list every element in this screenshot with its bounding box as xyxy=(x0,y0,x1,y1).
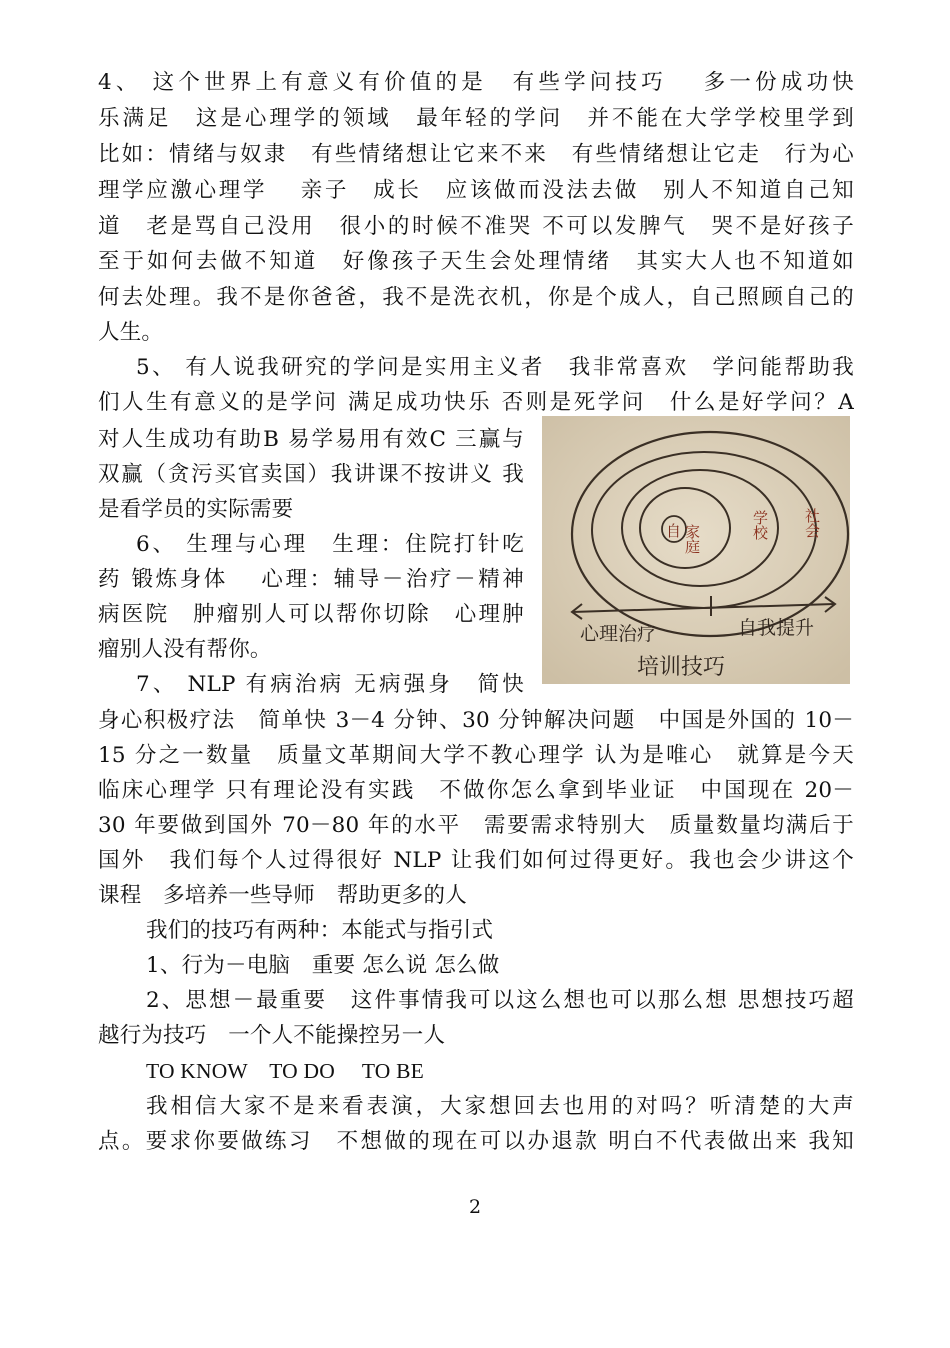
text-line: 人生。 xyxy=(98,320,164,345)
training-skills-label: 培训技巧 xyxy=(637,655,726,680)
self-improvement-label: 自我提升 xyxy=(738,617,815,639)
text-line: 们人生有意义的是学问 满足成功快乐 否则是死学问 什么是好学问？A xyxy=(98,390,854,415)
text-line: 我相信大家不是来看表演，大家想回去也用的对吗？听清楚的大声 xyxy=(146,1094,854,1119)
text-line: 1、行为－电脑 重要 怎么说 怎么做 xyxy=(146,953,500,978)
text-line: 越行为技巧 一个人不能操控另一人 xyxy=(98,1023,446,1048)
text-line: 至于如何去做不知道 好像孩子天生会处理情绪 其实大人也不知道如 xyxy=(98,249,854,274)
text-line: 身心积极疗法 简单快 3－4 分钟、30 分钟解决问题 中国是外国的 10－ xyxy=(98,708,854,733)
text-line: 5、 有人说我研究的学问是实用主义者 我非常喜欢 学问能帮助我 xyxy=(136,355,854,380)
text-line: 何去处理。我不是你爸爸，我不是洗衣机，你是个成人，自己照顾自己的 xyxy=(98,285,854,310)
concentric-circles-diagram xyxy=(542,416,850,684)
text-line: 课程 多培养一些导师 帮助更多的人 xyxy=(98,883,467,908)
text-line: 点。要求你要做练习 不想做的现在可以办退款 明白不代表做出来 我知 xyxy=(98,1129,854,1154)
text-line: TO KNOW TO DO TO BE xyxy=(146,1059,424,1083)
text-line: 临床心理学 只有理论没有实践 不做你怎么拿到毕业证 中国现在 20－ xyxy=(98,778,854,803)
text-line: 2、思想－最重要 这件事情我可以这么想也可以那么想 思想技巧超 xyxy=(146,988,854,1013)
text-line: 道 老是骂自己没用 很小的时候不准哭 不可以发脾气 哭不是好孩子 xyxy=(98,214,854,239)
therapy-label: 心理治疗 xyxy=(580,623,657,645)
text-line: 对人生成功有助B 易学易用有效C 三赢与 xyxy=(98,427,524,452)
text-line: 30 年要做到国外 70－80 年的水平 需要需求特别大 质量数量均满后于 xyxy=(98,813,854,838)
text-line: 7、 NLP 有病治病 无病强身 简快 xyxy=(136,672,524,697)
hand-drawn-diagram-photo xyxy=(542,416,850,684)
core-label: 自 xyxy=(666,522,682,540)
text-line: 双赢（贪污买官卖国）我讲课不按讲义 我 xyxy=(98,462,524,487)
text-line: 15 分之一数量 质量文革期间大学不教心理学 认为是唯心 就算是今天 xyxy=(98,743,854,768)
text-line: 比如：情绪与奴隶 有些情绪想让它来不来 有些情绪想让它走 行为心 xyxy=(98,142,854,167)
page-number: 2 xyxy=(468,1196,482,1218)
text-line: 病医院 肿瘤别人可以帮你切除 心理肿 xyxy=(98,602,524,627)
text-line: 6、 生理与心理 生理：住院打针吃 xyxy=(136,532,524,557)
text-line: 国外 我们每个人过得很好 NLP 让我们如何过得更好。我也会少讲这个 xyxy=(98,848,854,873)
text-line: 乐满足 这是心理学的领域 最年轻的学问 并不能在大学学校里学到 xyxy=(98,106,854,131)
society-label: 社会 xyxy=(803,508,821,538)
text-line: 是看学员的实际需要 xyxy=(98,497,294,522)
text-line: 4、 这个世界上有意义有价值的是 有些学问技巧 多一份成功快 xyxy=(98,70,854,95)
family-label: 家庭 xyxy=(683,524,701,554)
text-line: 理学应激心理学 亲子 成长 应该做而没法去做 别人不知道自己知 xyxy=(98,178,854,203)
school-label: 学校 xyxy=(751,510,769,540)
text-line: 药 锻炼身体 心理：辅导－治疗－精神 xyxy=(98,567,524,592)
text-line: 瘤别人没有帮你。 xyxy=(98,637,272,662)
text-line: 我们的技巧有两种：本能式与指引式 xyxy=(146,918,494,943)
